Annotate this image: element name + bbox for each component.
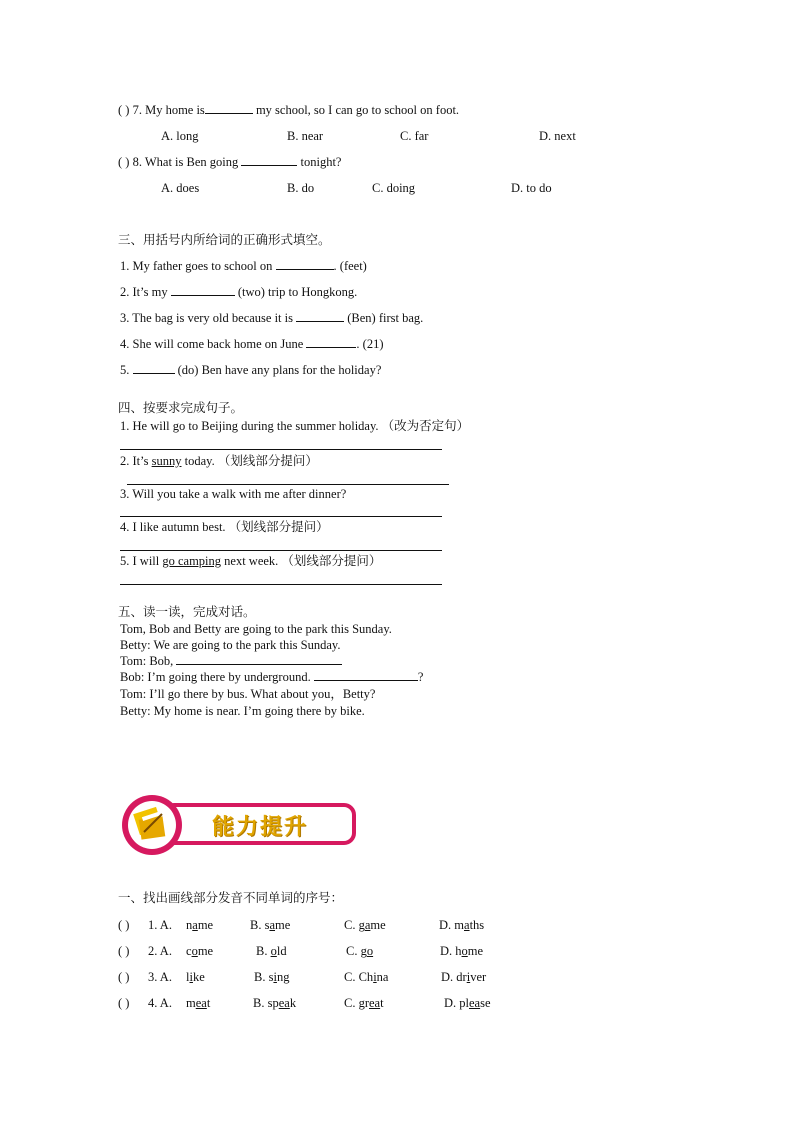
dialogue-line-2: Betty: We are going to the park this Sunday. <box>120 638 341 652</box>
option-d: D. maths <box>439 918 485 932</box>
answer-line[interactable] <box>120 584 442 585</box>
option-a: meat <box>186 996 211 1010</box>
answer-blank[interactable] <box>296 310 344 322</box>
answer-blank[interactable] <box>133 362 175 374</box>
option-c: C. great <box>344 996 384 1010</box>
answer-line[interactable] <box>127 484 449 485</box>
option-c: C. doing <box>372 181 416 195</box>
sentence-item-4: 4. I like autumn best. （划线部分提问） <box>120 520 329 534</box>
fill-item-5: 5. (do) Ben have any plans for the holiday? <box>120 363 382 377</box>
fill-item-3: 3. The bag is very old because it is (Ben) first bag. <box>120 311 424 325</box>
option-d: D. to do <box>511 181 552 195</box>
option-b: B. same <box>250 918 291 932</box>
part-three-heading: 三、用括号内所给词的正确形式填空。 <box>118 232 331 247</box>
answer-bracket[interactable]: ( ) <box>118 155 130 169</box>
answer-blank[interactable] <box>306 336 356 348</box>
underlined-word: sunny <box>151 454 182 468</box>
answer-bracket[interactable]: ( ) <box>118 996 130 1010</box>
option-b: B. do <box>287 181 315 195</box>
answer-blank[interactable] <box>276 258 334 270</box>
option-c: C. go <box>346 944 374 958</box>
answer-line[interactable] <box>120 516 442 517</box>
fill-item-2: 2. It’s my (two) trip to Hongkong. <box>120 285 358 299</box>
option-a: name <box>186 918 214 932</box>
option-c: C. game <box>344 918 386 932</box>
option-b: B. old <box>256 944 287 958</box>
answer-blank[interactable] <box>205 102 253 114</box>
part-four-heading: 四、按要求完成句子。 <box>118 400 244 415</box>
dialogue-line-3: Tom: Bob, <box>120 653 342 669</box>
answer-blank[interactable] <box>171 284 235 296</box>
banner-title: 能力提升 <box>212 815 309 840</box>
part-one-heading: 一、找出画线部分发音不同单词的序号： <box>118 890 344 905</box>
fill-item-4: 4. She will come back home on June . (21) <box>120 337 384 351</box>
question-8: ( ) 8. What is Ben going tonight? <box>118 155 342 169</box>
option-d: D. home <box>440 944 484 958</box>
option-d: D. please <box>444 996 491 1010</box>
answer-line[interactable] <box>120 449 442 450</box>
answer-bracket[interactable]: ( ) <box>118 970 130 984</box>
option-a: like <box>186 970 205 984</box>
answer-line[interactable] <box>120 550 442 551</box>
answer-bracket[interactable]: ( ) <box>118 918 130 932</box>
option-a: come <box>186 944 214 958</box>
question-7: ( ) 7. My home is my school, so I can go to school on foot. <box>118 103 460 117</box>
option-a: A. long <box>161 129 199 143</box>
option-c: C. far <box>400 129 429 143</box>
option-d: D. next <box>539 129 576 143</box>
section-banner <box>118 792 363 858</box>
sentence-item-2: 2. It’s sunny today. （划线部分提问） <box>120 454 318 468</box>
dialogue-line-1: Tom, Bob and Betty are going to the park this Sunday. <box>120 622 392 636</box>
answer-bracket[interactable]: ( ) <box>118 944 130 958</box>
option-b: B. sing <box>254 970 290 984</box>
dialogue-line-4: Bob: I’m going there by underground. ? <box>120 670 424 684</box>
option-b: B. speak <box>253 996 297 1010</box>
sentence-item-1: 1. He will go to Beijing during the summer holiday. （改为否定句） <box>120 419 470 433</box>
part-five-heading: 五、读一读，完成对话。 <box>118 604 256 619</box>
option-a: A. does <box>161 181 200 195</box>
sentence-item-5: 5. I will go camping next week. （划线部分提问） <box>120 554 382 568</box>
answer-bracket[interactable]: ( ) <box>118 103 130 117</box>
option-c: C. China <box>344 970 389 984</box>
fill-item-1: 1. My father goes to school on . (feet) <box>120 259 367 273</box>
underlined-phrase: go camping <box>162 554 222 568</box>
sentence-item-3: 3. Will you take a walk with me after dinner? <box>120 487 347 501</box>
answer-blank[interactable] <box>241 154 297 166</box>
dialogue-line-5: Tom: I’ll go there by bus. What about you，Betty? <box>120 687 376 701</box>
option-d: D. driver <box>441 970 487 984</box>
answer-blank[interactable] <box>314 669 418 681</box>
dialogue-line-6: Betty: My home is near. I’m going there by bike. <box>120 704 365 718</box>
answer-blank[interactable] <box>176 653 342 665</box>
option-b: B. near <box>287 129 324 143</box>
